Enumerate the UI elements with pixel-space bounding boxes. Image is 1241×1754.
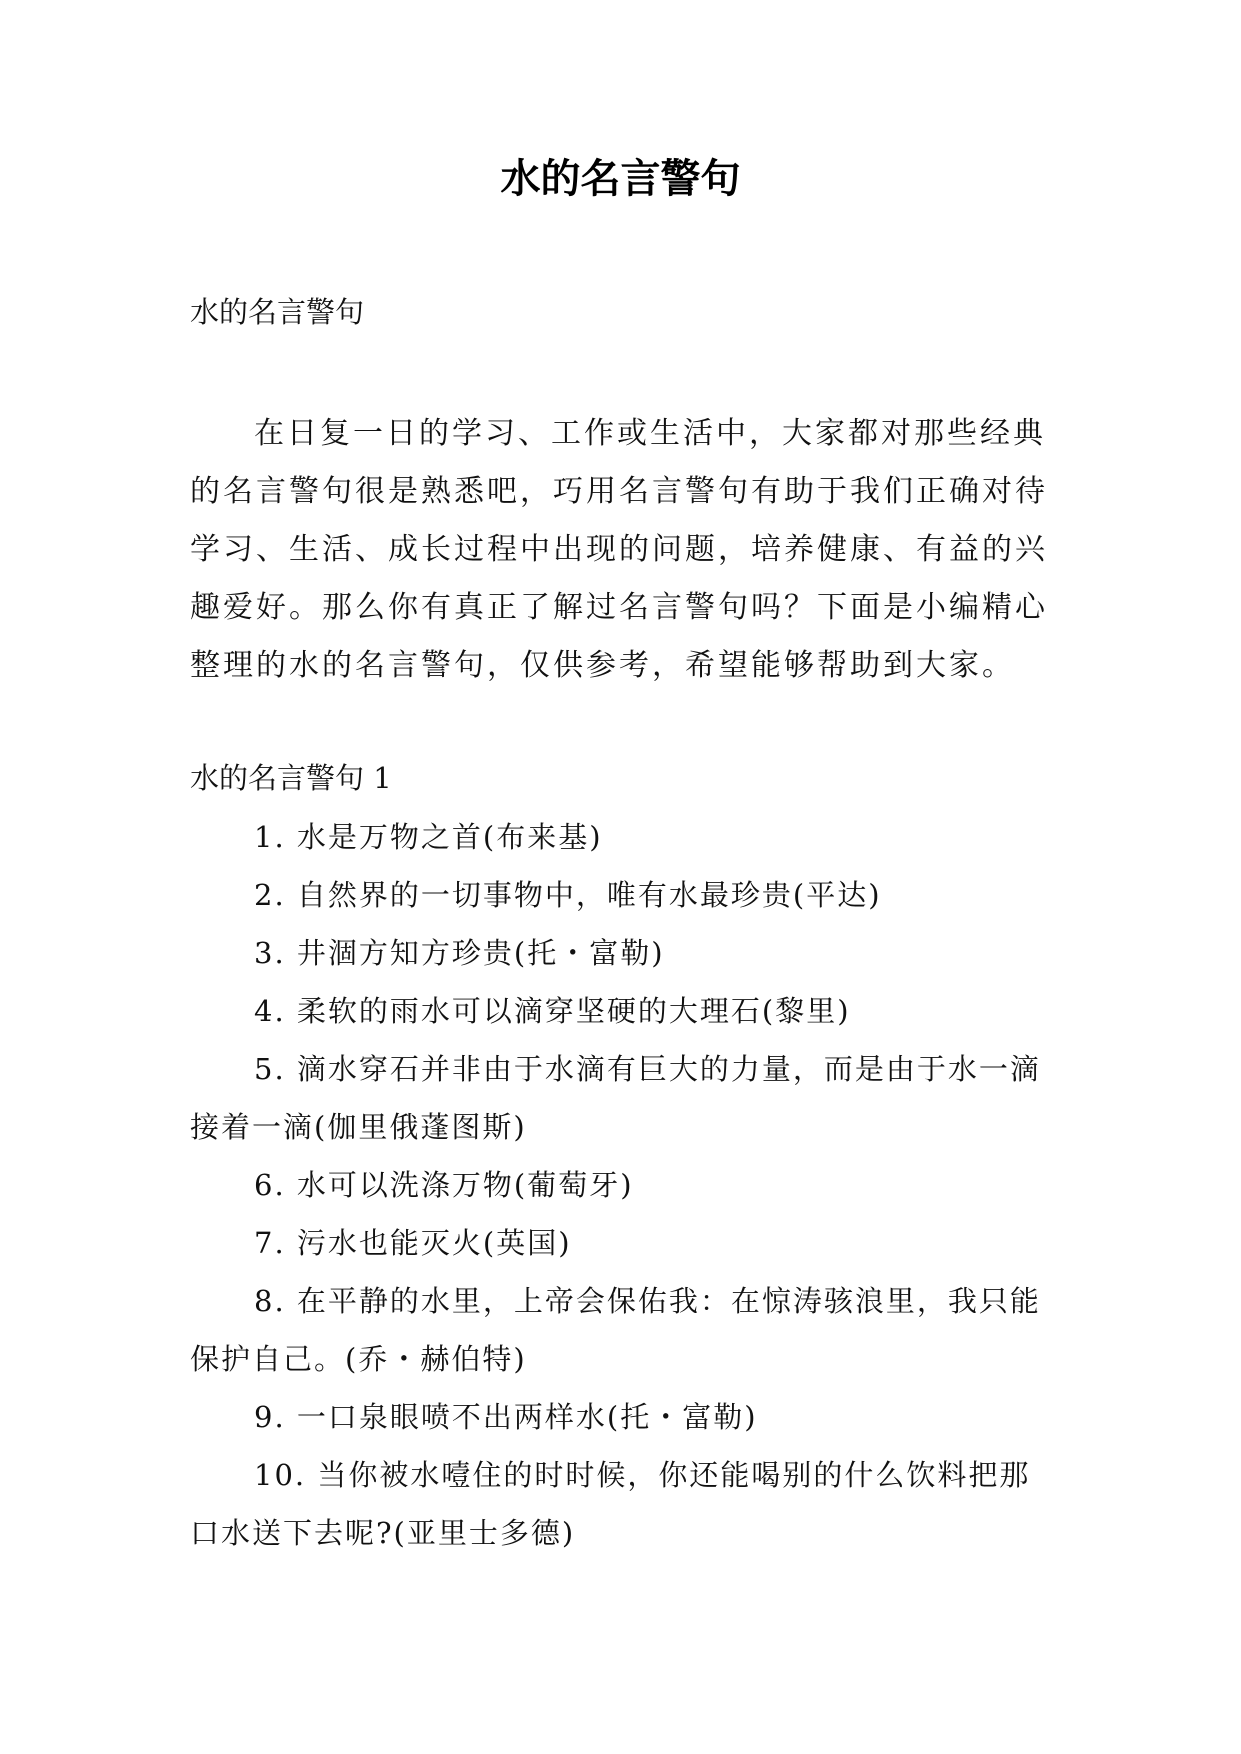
quote-item-9: 9. 一口泉眼喷不出两样水(托・富勒) xyxy=(254,1400,758,1434)
quote-item-1: 1. 水是万物之首(布来基) xyxy=(254,820,603,854)
section-heading: 水的名言警句 1 xyxy=(190,761,392,795)
quote-item-8: 8. 在平静的水里，上帝会保佑我：在惊涛骇浪里，我只能保护自己。(乔・赫伯特) xyxy=(190,1284,1041,1376)
document-subtitle: 水的名言警句 xyxy=(190,295,365,329)
quote-item-6: 6. 水可以洗涤万物(葡萄牙) xyxy=(254,1168,634,1202)
quote-item-5: 5. 滴水穿石并非由于水滴有巨大的力量，而是由于水一滴接着一滴(伽里俄蓬图斯) xyxy=(190,1052,1041,1144)
document-title: 水的名言警句 xyxy=(500,156,741,202)
quote-list xyxy=(190,808,1050,1562)
quote-item-4: 4. 柔软的雨水可以滴穿坚硬的大理石(黎里) xyxy=(254,994,851,1028)
quote-item-2: 2. 自然界的一切事物中，唯有水最珍贵(平达) xyxy=(254,878,882,912)
quote-item-3: 3. 井涸方知方珍贵(托・富勒) xyxy=(254,936,665,970)
quote-item-10: 10. 当你被水噎住的时时候，你还能喝别的什么饮料把那口水送下去呢?(亚里士多德) xyxy=(190,1458,1031,1550)
intro-paragraph: 在日复一日的学习、工作或生活中，大家都对那些经典的名言警句很是熟悉吧，巧用名言警句有助于我们正确对待学习、生活、成长过程中出现的问题，培养健康、有益的兴趣爱好。那么你有真正了解过名言警句吗？下面是小编精心整理的水的名言警句，仅供参考，希望能够帮助到大家。 xyxy=(190,416,1048,683)
quote-item-7: 7. 污水也能灭火(英国) xyxy=(254,1226,572,1260)
